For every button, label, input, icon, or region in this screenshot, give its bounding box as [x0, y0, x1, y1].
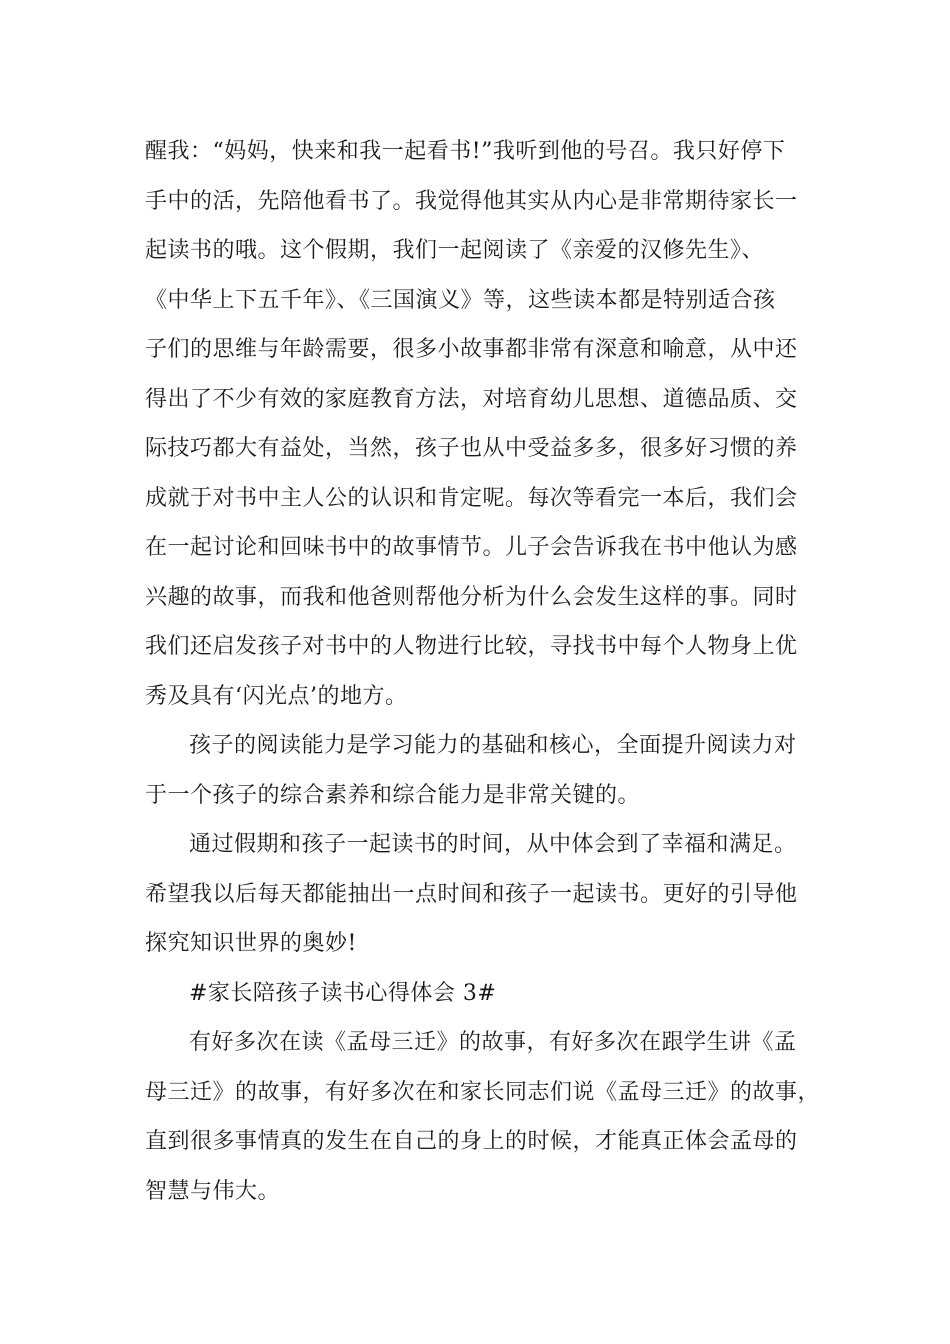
text-line: 起读书的哦。这个假期，我们一起阅读了《亲爱的汉修先生》、	[145, 238, 765, 263]
text-line: 直到很多事情真的发生在自己的身上的时候，才能真正体会孟母的	[145, 1129, 798, 1154]
text-line: 我们还启发孩子对书中的人物进行比较，寻找书中每个人物身上优	[145, 634, 798, 659]
text-line: 秀及具有‘闪光点’的地方。	[145, 683, 408, 709]
text-line: 成就于对书中主人公的认识和肯定呢。每次等看完一本后，我们会	[145, 485, 798, 511]
text-line: #家长陪孩子读书心得体会 3#	[189, 980, 497, 1006]
text-line: 有好多次在读《孟母三迁》的故事，有好多次在跟学生讲《孟	[189, 1030, 797, 1055]
text-line: 于一个孩子的综合素养和综合能力是非常关键的。	[145, 782, 641, 808]
text-line: 母三迁》的故事，有好多次在和家长同志们说《孟母三迁》的故事，	[145, 1079, 821, 1105]
text-line: 孩子的阅读能力是学习能力的基础和核心，全面提升阅读力对	[189, 733, 797, 758]
text-line: 探究知识世界的奥妙!	[145, 931, 357, 956]
text-line: 《中华上下五千年》、《三国演义》等，这些读本都是特别适合孩	[145, 287, 776, 313]
text-line: 子们的思维与年龄需要，很多小故事都非常有深意和喻意，从中还	[145, 337, 798, 362]
text-line: 希望我以后每天都能抽出一点时间和孩子一起读书。更好的引导他	[145, 881, 798, 907]
text-line: 得出了不少有效的家庭教育方法，对培育幼儿思想、道德品质、交	[145, 386, 798, 412]
text-line: 通过假期和孩子一起读书的时间，从中体会到了幸福和满足。	[189, 832, 797, 857]
document-body	[145, 127, 825, 1216]
text-line: 醒我：“妈妈，快来和我一起看书!”我听到他的号召。我只好停下	[145, 139, 786, 164]
text-line: 兴趣的故事，而我和他爸则帮他分析为什么会发生这样的事。同时	[145, 584, 798, 610]
text-line: 际技巧都大有益处，当然，孩子也从中受益多多，很多好习惯的养	[145, 436, 798, 461]
text-line: 智慧与伟大。	[145, 1178, 281, 1204]
text-line: 在一起讨论和回味书中的故事情节。儿子会告诉我在书中他认为感	[145, 535, 798, 560]
text-line: 手中的活，先陪他看书了。我觉得他其实从内心是非常期待家长一	[145, 188, 798, 214]
